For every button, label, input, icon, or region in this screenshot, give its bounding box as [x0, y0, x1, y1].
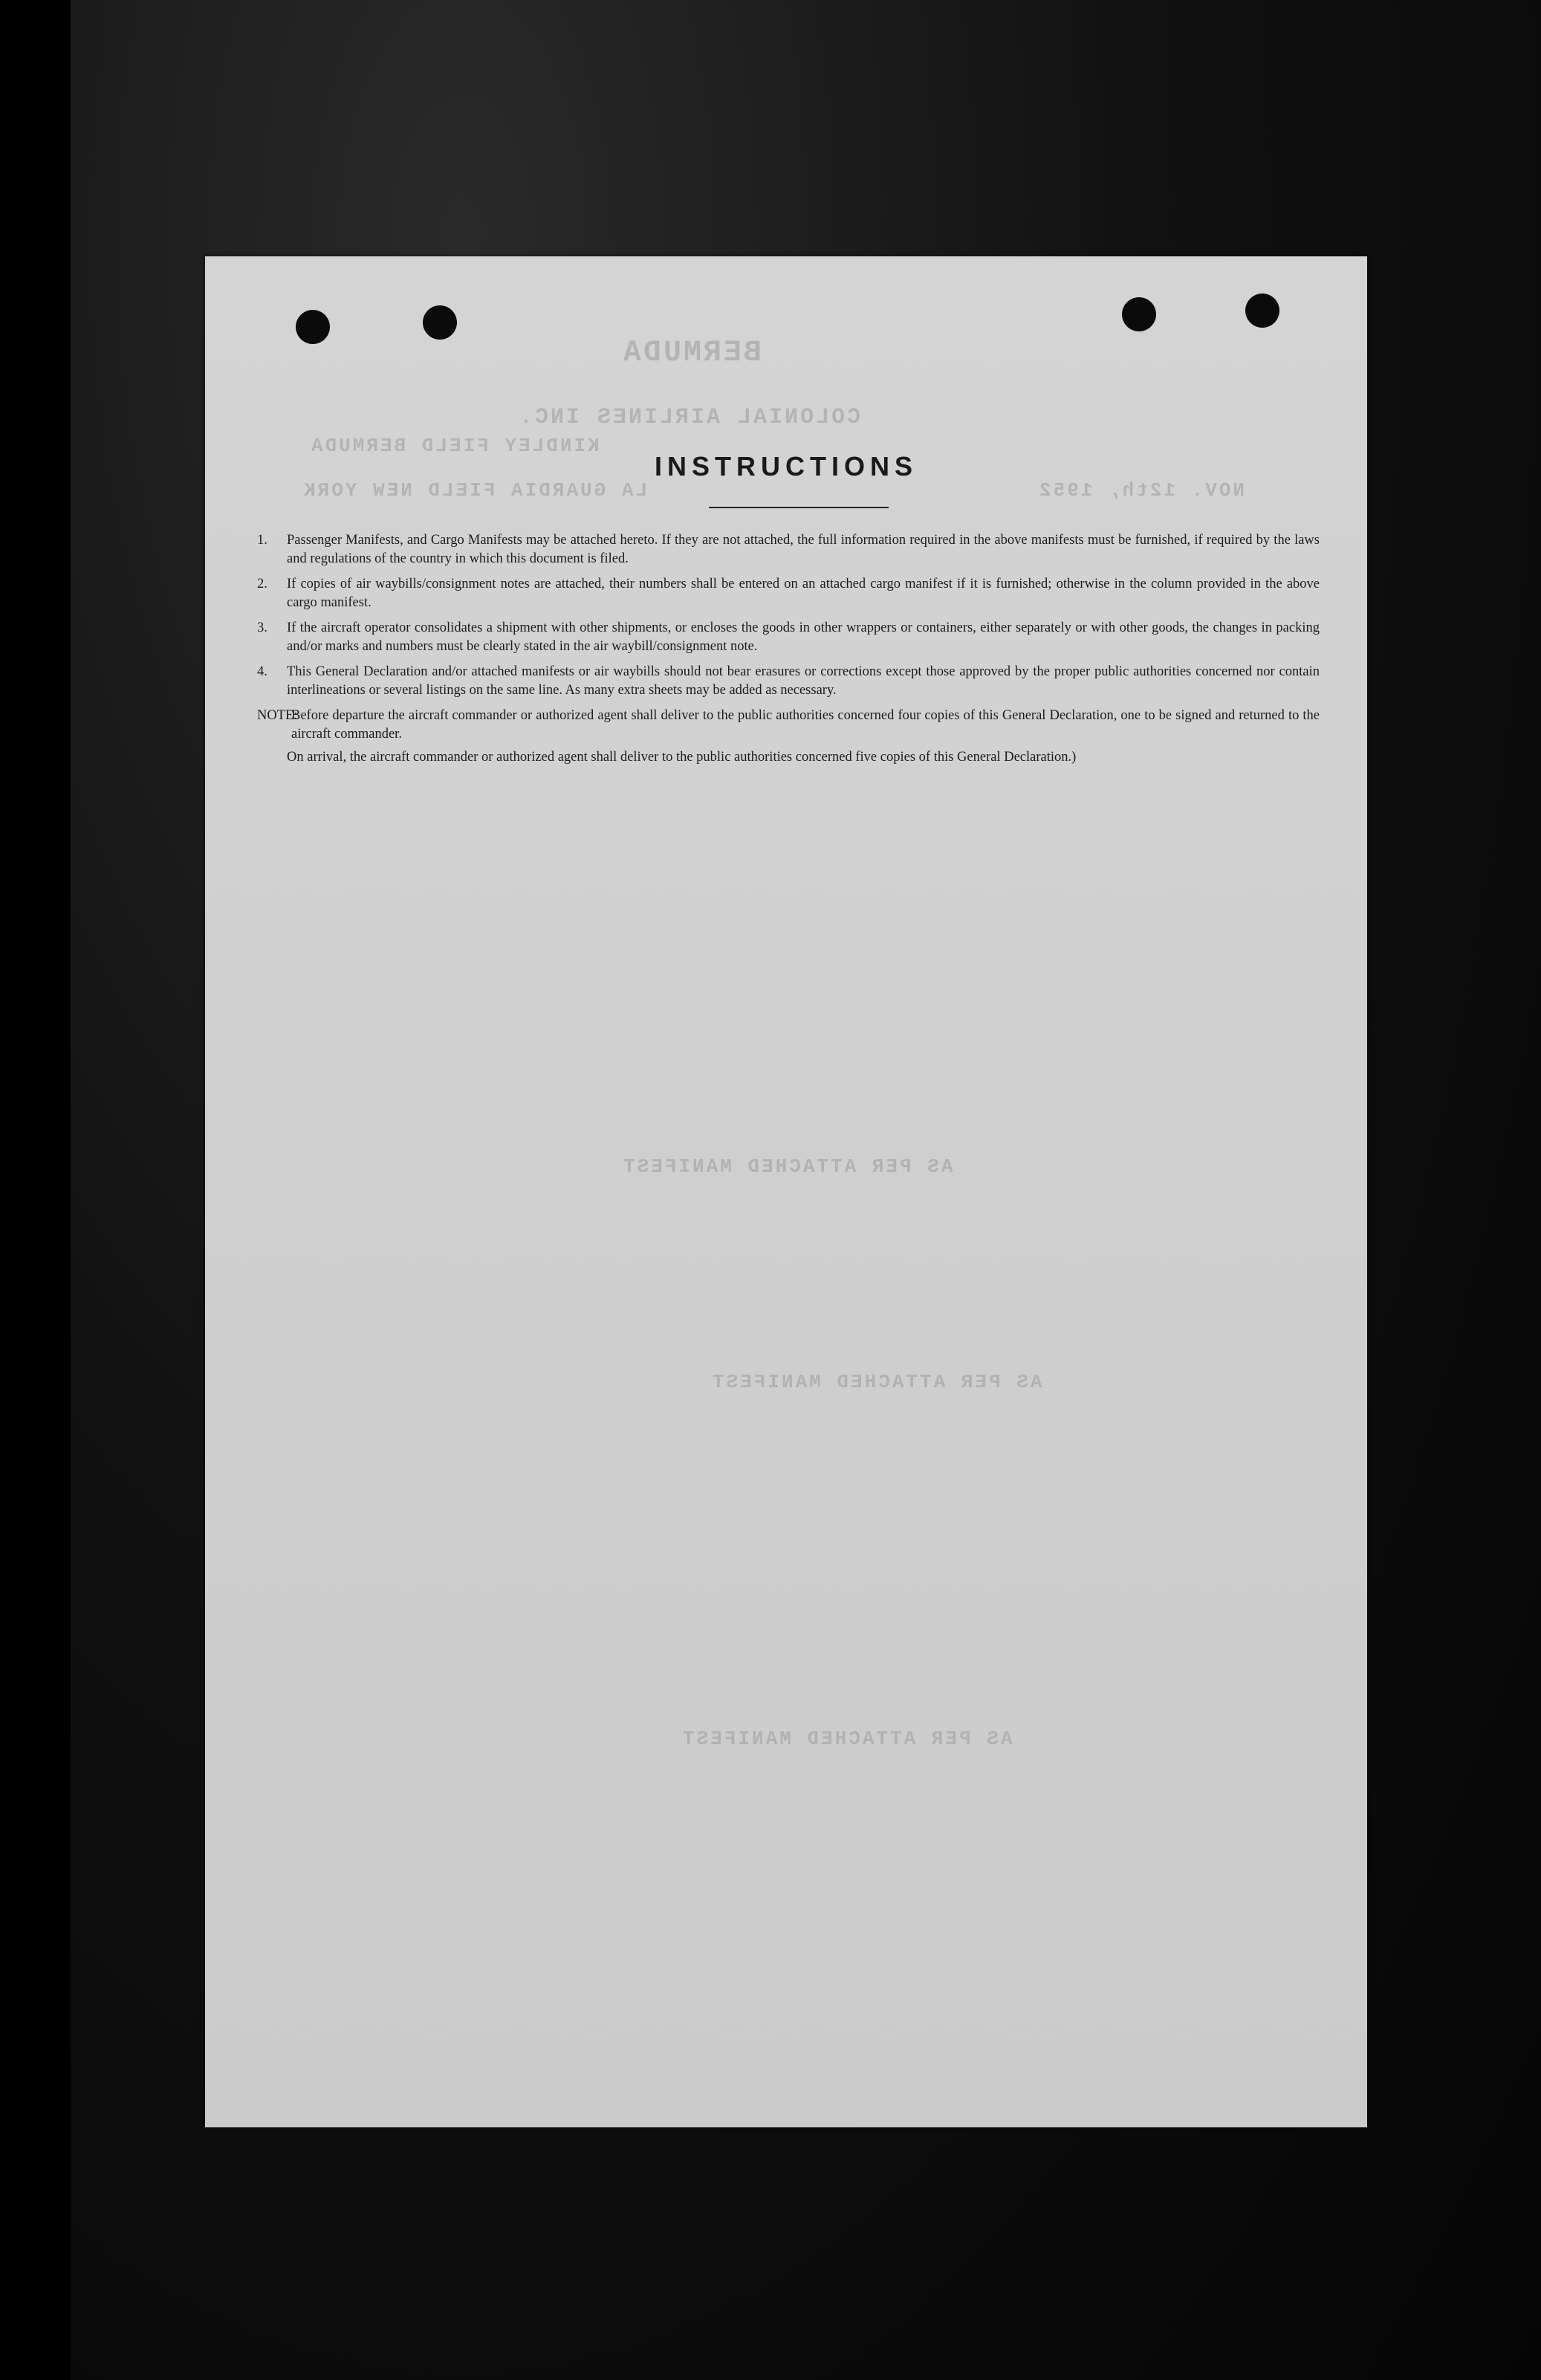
bleed-through-text: BERMUDA — [621, 337, 762, 370]
bleed-through-text: AS PER ATTACHED MANIFEST — [710, 1371, 1042, 1393]
bleed-through-text: KINDLEY FIELD BERMUDA — [309, 435, 600, 457]
item-text: If copies of air waybills/consignment notes are attached, their numbers shall be entered on an attached cargo manifest if it is furnished; otherwise in the column provided in the above cargo manifest. — [287, 577, 1320, 610]
item-text: Passenger Manifests, and Cargo Manifests may be attached hereto. If they are not attached, the full information required in the above manifests must be furnished, if required by the laws and regulations of the country in which this document is filed. — [287, 533, 1320, 566]
title-underline — [709, 507, 889, 508]
item-text: If the aircraft operator consolidates a shipment with other shipments, or encloses the goods in other wrappers or containers, either separately or with other goods, the changes in packing and/or marks and numbers must be clearly stated in the air waybill/consignment note. — [287, 620, 1320, 654]
film-edge — [0, 0, 71, 2380]
punch-hole — [1245, 294, 1279, 328]
note-label: NOTE: — [257, 708, 298, 723]
punch-hole — [423, 305, 457, 340]
item-number: 3. — [257, 620, 267, 635]
instruction-item — [257, 575, 1320, 612]
item-text: This General Declaration and/or attached manifests or air waybills should not bear erasures or corrections except those approved by the proper public authorities concerned nor contain interlineations or several listings on the same line. As many extra sheets may be added as necessary. — [287, 664, 1320, 698]
note-text: Before departure the aircraft commander or authorized agent shall deliver to the public authorities concerned four copies of this General Declaration, one to be signed and returned to the aircraft commander. — [291, 708, 1320, 742]
instruction-item — [257, 531, 1320, 568]
instruction-item — [257, 663, 1320, 700]
item-number: 4. — [257, 664, 267, 679]
punch-hole — [296, 310, 330, 344]
bleed-through-text: NOV. 12th, 1952 — [1037, 479, 1245, 502]
item-number: 1. — [257, 533, 267, 548]
bleed-through-text: AS PER ATTACHED MANIFEST — [621, 1155, 953, 1178]
item-number: 2. — [257, 577, 267, 591]
note-text-arrival: On arrival, the aircraft commander or authorized agent shall deliver to the public authorities concerned five copies of this General Declaration.) — [287, 750, 1077, 765]
instruction-item — [257, 619, 1320, 656]
document-page — [205, 256, 1367, 2127]
page-title: INSTRUCTIONS — [655, 451, 918, 481]
instructions-list — [257, 531, 1320, 767]
note-block — [257, 707, 1320, 744]
bleed-through-text: AS PER ATTACHED MANIFEST — [681, 1728, 1013, 1750]
bleed-through-text: COLONIAL AIRLINES INC. — [517, 405, 861, 430]
bleed-through-text: LA GUARDIA FIELD NEW YORK — [302, 479, 648, 502]
punch-hole — [1122, 297, 1156, 331]
